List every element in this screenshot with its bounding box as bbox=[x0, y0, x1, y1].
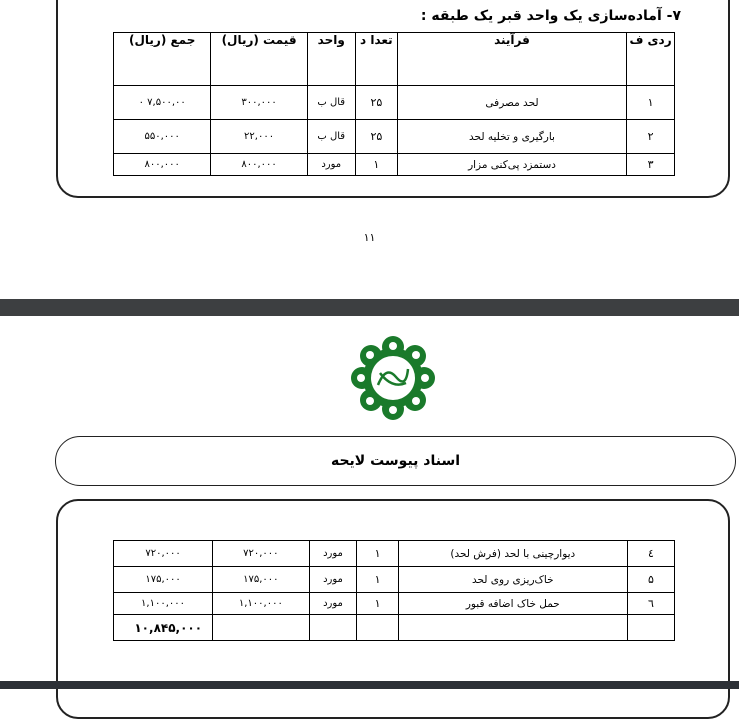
header-sum: جمع (ریال) bbox=[114, 33, 211, 86]
header-price: قیمت (ریال) bbox=[211, 33, 307, 86]
cell-process: دستمزد پی‌کنی مزار bbox=[397, 154, 626, 176]
header-count: تعدا د bbox=[355, 33, 397, 86]
section-title: ۷- آماده‌سازی یک واحد قبر یک طبقه : bbox=[420, 8, 681, 24]
header-process: فرآیند bbox=[397, 33, 626, 86]
cell-sum: ۵۵۰,۰۰۰ bbox=[114, 120, 211, 154]
bottom-bar bbox=[0, 681, 739, 689]
cell-process: لحد مصرفی bbox=[397, 86, 626, 120]
cost-table-upper bbox=[113, 32, 675, 176]
cell-sum: ۸۰۰,۰۰۰ bbox=[114, 154, 211, 176]
cell-count: ۲۵ bbox=[355, 120, 397, 154]
cell-process: خاک‌ریزی روی لحد bbox=[398, 567, 627, 593]
cell-row: ۲ bbox=[627, 120, 675, 154]
header-unit: واحد bbox=[307, 33, 355, 86]
cell-price: ۱,۱۰۰,۰۰۰ bbox=[213, 593, 310, 615]
cell-row: ۳ bbox=[627, 154, 675, 176]
cell-sum: ۷,۵۰۰,۰۰ ۰ bbox=[114, 86, 211, 120]
total-row bbox=[114, 615, 675, 641]
cell-sum: ۱۷۵,۰۰۰ bbox=[114, 567, 213, 593]
cell-unit: مورد bbox=[309, 593, 357, 615]
table-row bbox=[114, 154, 675, 176]
page-number: ۱۱ bbox=[363, 231, 376, 244]
table-row bbox=[114, 541, 675, 567]
cell-row: ٤ bbox=[627, 541, 674, 567]
cell-price: ۲۲,۰۰۰ bbox=[211, 120, 307, 154]
cell-sum: ۷۲۰,۰۰۰ bbox=[114, 541, 213, 567]
cell-unit: مورد bbox=[309, 567, 357, 593]
cell-row: ۵ bbox=[627, 567, 674, 593]
cell-count: ۱ bbox=[355, 154, 397, 176]
tehran-municipality-logo-icon bbox=[348, 333, 438, 423]
table-row bbox=[114, 567, 675, 593]
cell-sum: ۱,۱۰۰,۰۰۰ bbox=[114, 593, 213, 615]
attachment-banner: اسناد پیوست لایحه bbox=[55, 436, 736, 486]
header-row-number: ردی ف bbox=[627, 33, 675, 86]
cell-unit: قال ب bbox=[307, 120, 355, 154]
cell-count: ۱ bbox=[357, 593, 398, 615]
cell-process: بارگیری و تخلیه لحد bbox=[397, 120, 626, 154]
cell-count: ۱ bbox=[357, 541, 398, 567]
cell-count: ۱ bbox=[357, 567, 398, 593]
cell-price: ۸۰۰,۰۰۰ bbox=[211, 154, 307, 176]
table-row bbox=[114, 86, 675, 120]
cost-table-lower bbox=[113, 540, 675, 641]
cell-price: ۱۷۵,۰۰۰ bbox=[213, 567, 310, 593]
cell-process: حمل خاک اضافه قبور bbox=[398, 593, 627, 615]
grand-total: ۱۰,۸۴۵,۰۰۰ bbox=[114, 615, 213, 641]
cell-process: دیوارچینی با لحد (فرش لحد) bbox=[398, 541, 627, 567]
table-row bbox=[114, 593, 675, 615]
table-row bbox=[114, 120, 675, 154]
cell-unit: قال ب bbox=[307, 86, 355, 120]
cell-row: ۱ bbox=[627, 86, 675, 120]
cell-unit: مورد bbox=[307, 154, 355, 176]
table-header-row bbox=[114, 33, 675, 86]
page-upper bbox=[0, 0, 739, 299]
cell-count: ۲۵ bbox=[355, 86, 397, 120]
cell-price: ۳۰۰,۰۰۰ bbox=[211, 86, 307, 120]
page-divider bbox=[0, 299, 739, 316]
cell-unit: مورد bbox=[309, 541, 357, 567]
cell-price: ۷۲۰,۰۰۰ bbox=[213, 541, 310, 567]
cell-row: ٦ bbox=[627, 593, 674, 615]
